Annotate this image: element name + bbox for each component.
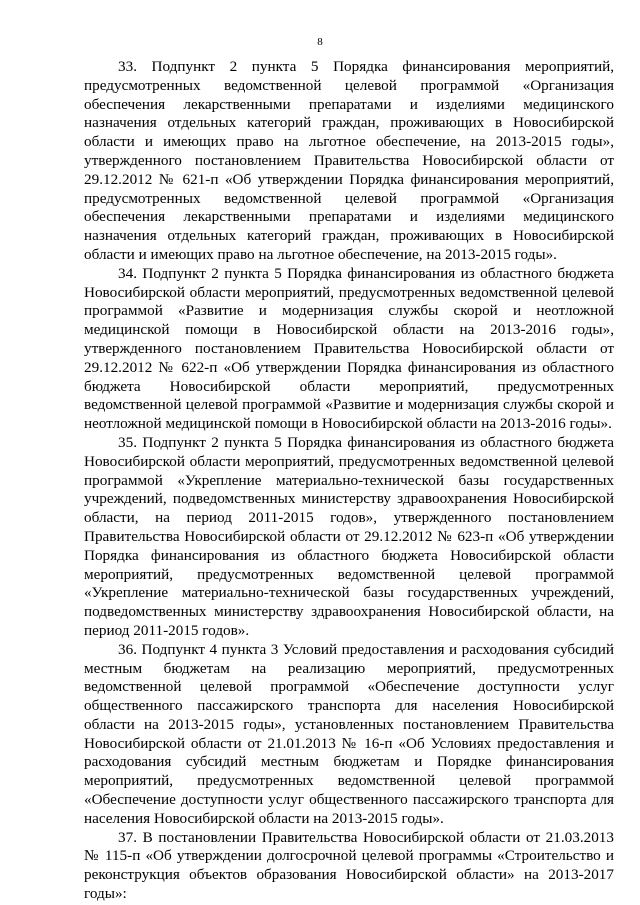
page-number: 8 (317, 36, 323, 48)
paragraph-35: 35. Подпункт 2 пункта 5 Порядка финансирования из областного бюджета Новосибирской области мероприятий, предусмотренных ведомственной целевой программой «Укрепление материально-технической базы государственных учреждений, подведомственных министерству здравоохранения Новосибирской области, на период 2011-2015 годов», утвержденного постановлением Правительства Новосибирской области от 29.12.2012 № 623-п «Об утверждении Порядка финансирования из областного бюджета Новосибирской области мероприятий, предусмотренных ведомственной целевой программой «Укрепление материально-технической базы государственных учреждений, подведомственных министерству здравоохранения Новосибирской области, на период 2011-2015 годов». (84, 433, 614, 639)
paragraph-33: 33. Подпункт 2 пункта 5 Порядка финансирования мероприятий, предусмотренных ведомственной целевой программой «Организация обеспечения лекарственными препаратами и изделиями медицинского назначения отдельных категорий граждан, проживающих в Новосибирской области и имеющих право на льготное обеспечение, на 2013-2015 годы», утвержденного постановлением Правительства Новосибирской области от 29.12.2012 № 621-п «Об утверждении Порядка финансирования мероприятий, предусмотренных ведомственной целевой программой «Организация обеспечения лекарственными препаратами и изделиями медицинского назначения отдельных категорий граждан, проживающих в Новосибирской области и имеющих право на льготное обеспечение, на 2013-2015 годы». (84, 58, 614, 263)
paragraph-37: 37. В постановлении Правительства Новосибирской области от 21.03.2013 № 115-п «Об утверждении долгосрочной целевой программы «Строительство и реконструкция объектов образования Новосибирской области» на 2013-2017 годы»: (84, 828, 614, 903)
document-body (84, 58, 614, 904)
paragraph-34: 34. Подпункт 2 пункта 5 Порядка финансирования из областного бюджета Новосибирской области мероприятий, предусмотренных ведомственной целевой программой «Развитие и модернизация службы скорой и неотложной медицинской помощи в Новосибирской области на 2013-2016 годы», утвержденного постановлением Правительства Новосибирской области от 29.12.2012 № 622-п «Об утверждении Порядка финансирования из областного бюджета Новосибирской области мероприятий, предусмотренных ведомственной целевой программой «Развитие и модернизация службы скорой и неотложной медицинской помощи в Новосибирской области на 2013-2016 годы». (84, 264, 614, 433)
paragraph-36: 36. Подпункт 4 пункта 3 Условий предоставления и расходования субсидий местным бюджетам на реализацию мероприятий, предусмотренных ведомственной целевой программой «Обеспечение доступности услуг общественного пассажирского транспорта для населения Новосибирской области на 2013-2015 годы», установленных постановлением Правительства Новосибирской области от 21.01.2013 № 16-п «Об Условиях предоставления и расходования субсидий местным бюджетам и Порядке финансирования мероприятий, предусмотренных ведомственной целевой программой «Обеспечение доступности услуг общественного пассажирского транспорта для населения Новосибирской области на 2013-2015 годы». (84, 640, 614, 827)
